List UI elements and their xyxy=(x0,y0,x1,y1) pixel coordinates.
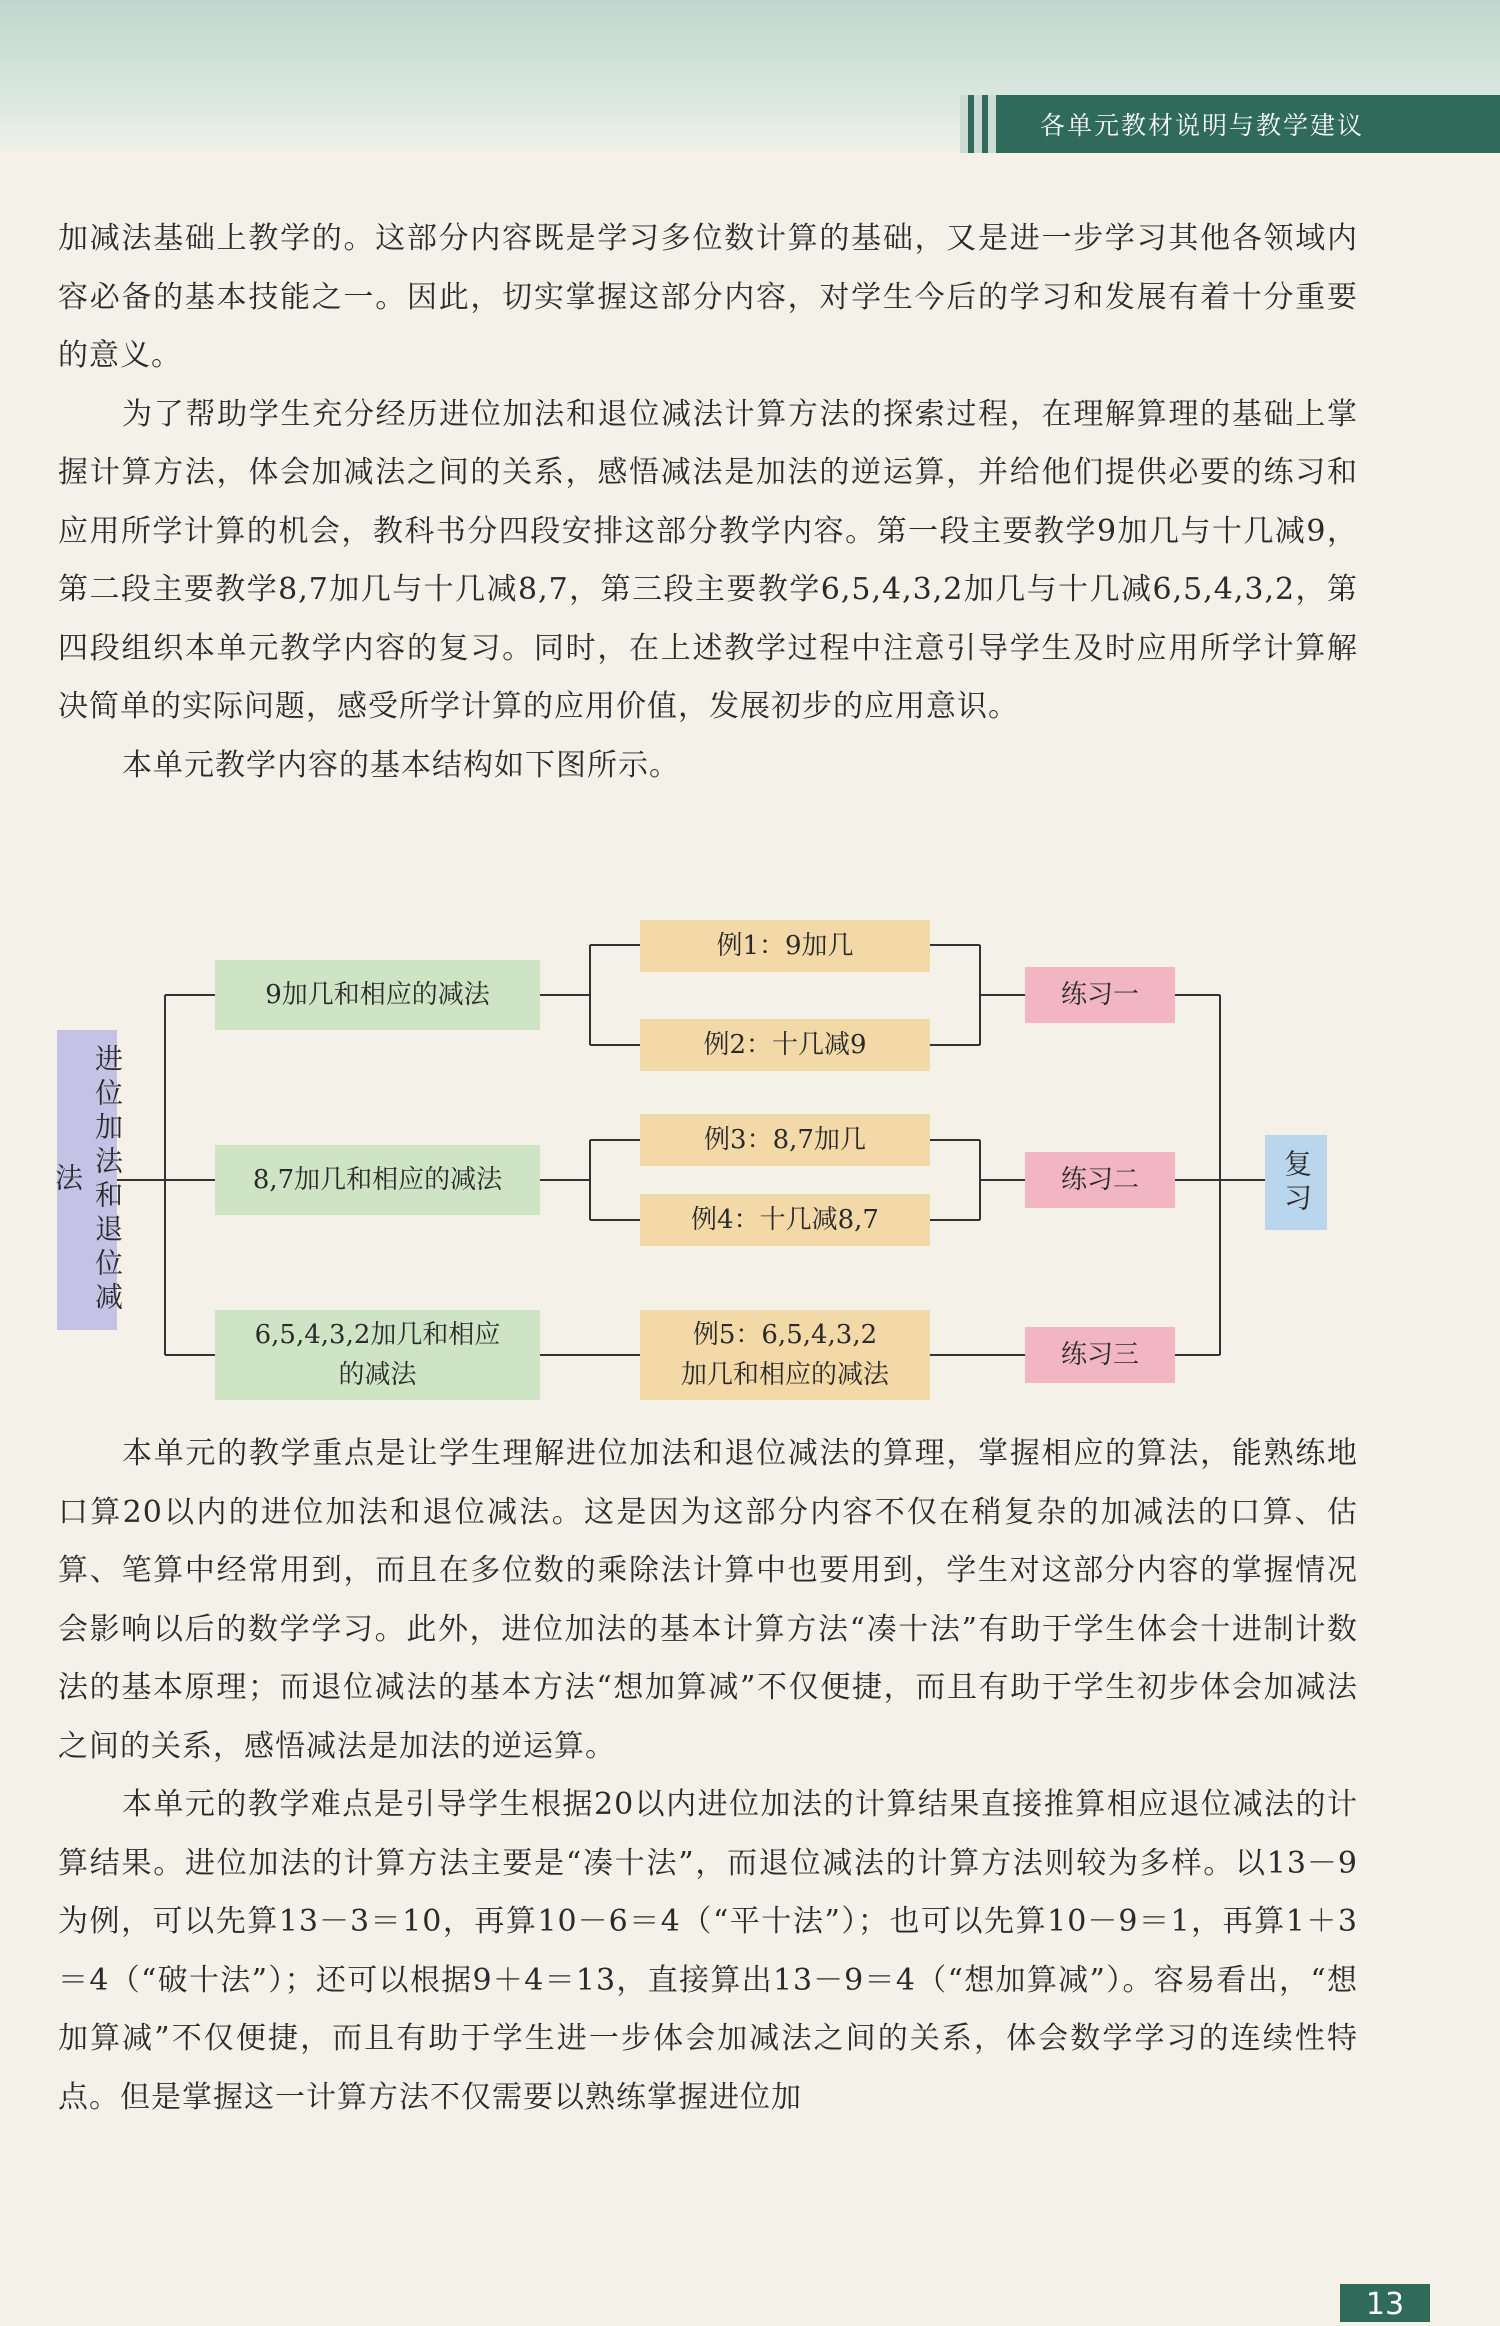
diagram-section-1: 9加几和相应的减法 xyxy=(215,960,540,1030)
paragraph: 本单元的教学重点是让学生理解进位加法和退位减法的算理，掌握相应的算法，能熟练地口算20以内的进位加法和退位减法。这是因为这部分内容不仅在稍复杂的加减法的口算、估算、笔算中经常用到，而且在多位数的乘除法计算中也要用到，学生对这部分内容的掌握情况会影响以后的数学学习。此外，进位加法的基本计算方法“凑十法”有助于学生体会十进制计数法的基本原理；而退位减法的基本方法“想加算减”不仅便捷，而且有助于学生初步体会加减法之间的关系，感悟减法是加法的逆运算。 xyxy=(58,1436,1358,1764)
paragraph: 本单元的教学难点是引导学生根据20以内进位加法的计算结果直接推算相应退位减法的计算结果。进位加法的计算方法主要是“凑十法”，而退位减法的计算方法则较为多样。以13－9为例，可以先算13－3＝10，再算10－6＝4（“平十法”）；也可以先算10－9＝1，再算1＋3＝4（“破十法”）；还可以根据9＋4＝13，直接算出13－9＝4（“想加算减”）。容易看出，“想加算减”不仅便捷，而且有助于学生进一步体会加减法之间的关系，体会数学学习的连续性特点。但是掌握这一计算方法不仅需要以熟练掌握进位加 xyxy=(58,1787,1358,2115)
diagram-review: 复习 xyxy=(1265,1135,1327,1230)
body-text-bottom xyxy=(58,1425,1358,2127)
diagram-root: 进位加法和退位减法 xyxy=(57,1030,117,1330)
diagram-example-1: 例1：9加几 xyxy=(640,920,930,972)
body-text-top xyxy=(58,210,1358,795)
paragraph: 加减法基础上教学的。这部分内容既是学习多位数计算的基础，又是进一步学习其他各领域内容必备的基本技能之一。因此，切实掌握这部分内容，对学生今后的学习和发展有着十分重要的意义。 xyxy=(58,221,1358,373)
diagram-exercise-2: 练习二 xyxy=(1025,1152,1175,1208)
diagram-example-2: 例2：十几减9 xyxy=(640,1019,930,1071)
diagram-example-3: 例3：8,7加几 xyxy=(640,1114,930,1166)
paragraph: 为了帮助学生充分经历进位加法和退位减法计算方法的探索过程，在理解算理的基础上掌握计算方法，体会加减法之间的关系，感悟减法是加法的逆运算，并给他们提供必要的练习和应用所学计算的机会，教科书分四段安排这部分教学内容。第一段主要教学9加几与十几减9，第二段主要教学8,7加几与十几减8,7，第三段主要教学6,5,4,3,2加几与十几减6,5,4,3,2，第四段组织本单元教学内容的复习。同时，在上述教学过程中注意引导学生及时应用所学计算解决简单的实际问题，感受所学计算的应用价值，发展初步的应用意识。 xyxy=(58,396,1358,724)
structure-diagram xyxy=(51,915,1355,1405)
paragraph: 本单元教学内容的基本结构如下图所示。 xyxy=(122,747,680,783)
diagram-example-5: 例5：6,5,4,3,2加几和相应的减法 xyxy=(640,1310,930,1400)
diagram-section-2: 8,7加几和相应的减法 xyxy=(215,1145,540,1215)
page-number: 13 xyxy=(1340,2284,1430,2322)
running-header xyxy=(960,95,1500,153)
diagram-exercise-3: 练习三 xyxy=(1025,1327,1175,1383)
running-header-title: 各单元教材说明与教学建议 xyxy=(1040,111,1365,140)
header-stripes xyxy=(960,95,1002,153)
diagram-exercise-1: 练习一 xyxy=(1025,967,1175,1023)
diagram-example-4: 例4：十几减8,7 xyxy=(640,1194,930,1246)
diagram-section-3: 6,5,4,3,2加几和相应的减法 xyxy=(215,1310,540,1400)
